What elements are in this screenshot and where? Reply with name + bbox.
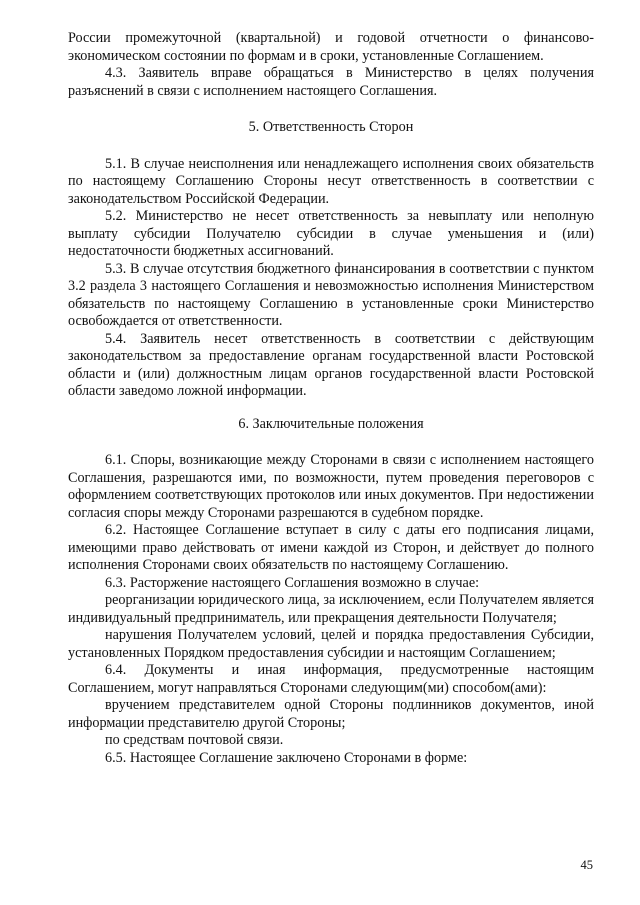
paragraph-6-4-post: по средствам почтовой связи. — [105, 732, 284, 748]
paragraph-5-4: 5.4. Заявитель несет ответственность в соответствии с действующим законодательством за предоставление органам государственной власти Ростовской области и (или) должностным лицам органов государственной власти Ростовской области заведомо ложной информации. — [68, 330, 594, 399]
paragraph-4-3: 4.3. Заявитель вправе обращаться в Министерство в целях получения разъяснений в связи с исполнением настоящего Соглашения. — [68, 65, 594, 99]
paragraph-6-4: 6.4. Документы и иная информация, предусмотренные настоящим Соглашением, могут направляться Сторонами следующим(ми) способом(ами): — [68, 662, 594, 696]
paragraph-5-1: 5.1. В случае неисполнения или ненадлежащего исполнения своих обязательств по настоящему Соглашению Стороны несут ответственность в соответствии с законодательством Российской Федерации. — [68, 155, 594, 207]
paragraph-6-1: 6.1. Споры, возникающие между Сторонами в связи с исполнением настоящего Соглашения, разрешаются ими, по возможности, путем проведения переговоров с оформлением соответствующих протоколов или иных документов. При недостижении согласия споры между Сторонами разрешаются в судебном порядке. — [68, 452, 594, 521]
paragraph-6-3-reorganization: реорганизации юридического лица, за исключением, если Получателем является индивидуальный предприниматель, или прекращения деятельности Получателя; — [68, 592, 594, 626]
paragraph-5-2: 5.2. Министерство не несет ответственность за невыплату или неполную выплату субсидии Получателю субсидии в случае уменьшения и (или) недостаточности бюджетных ассигнований. — [68, 208, 594, 259]
spacer — [68, 433, 594, 452]
page-number: 45 — [580, 858, 593, 872]
paragraph-6-4-delivery: вручением представителем одной Стороны подлинников документов, иной информации представителю другой Стороны; — [68, 697, 594, 731]
document-body — [68, 30, 594, 767]
paragraph-6-3: 6.3. Расторжение настоящего Соглашения возможно в случае: — [105, 574, 480, 591]
section-heading-5: 5. Ответственность Сторон — [248, 119, 414, 135]
paragraph-5-3: 5.3. В случае отсутствия бюджетного финансирования в соответствии с пунктом 3.2 раздела 3 настоящего Соглашения и невозможностью исполнения Министерством обязательств по настоящему Соглашению в установленные сроки Министерство освобождается от ответственности. — [68, 260, 594, 329]
spacer — [68, 100, 594, 119]
spacer — [68, 401, 594, 416]
paragraph-top-continuation: России промежуточной (квартальной) и годовой отчетности о финансово-экономическом состоянии по формам и в сроки, установленные Соглашением. — [68, 30, 594, 64]
spacer — [68, 137, 594, 156]
paragraph-6-5: 6.5. Настоящее Соглашение заключено Сторонами в форме: — [105, 749, 468, 766]
paragraph-6-3-violation: нарушения Получателем условий, целей и порядка предоставления Субсидии, установленных Порядком предоставления субсидии и настоящим Соглашением; — [68, 627, 594, 661]
section-heading-6: 6. Заключительные положения — [238, 415, 424, 432]
paragraph-6-2: 6.2. Настоящее Соглашение вступает в силу с даты его подписания лицами, имеющими право действовать от имени каждой из Сторон, и действует до полного исполнения Сторонами своих обязательств по настоящему Соглашению. — [68, 522, 594, 573]
